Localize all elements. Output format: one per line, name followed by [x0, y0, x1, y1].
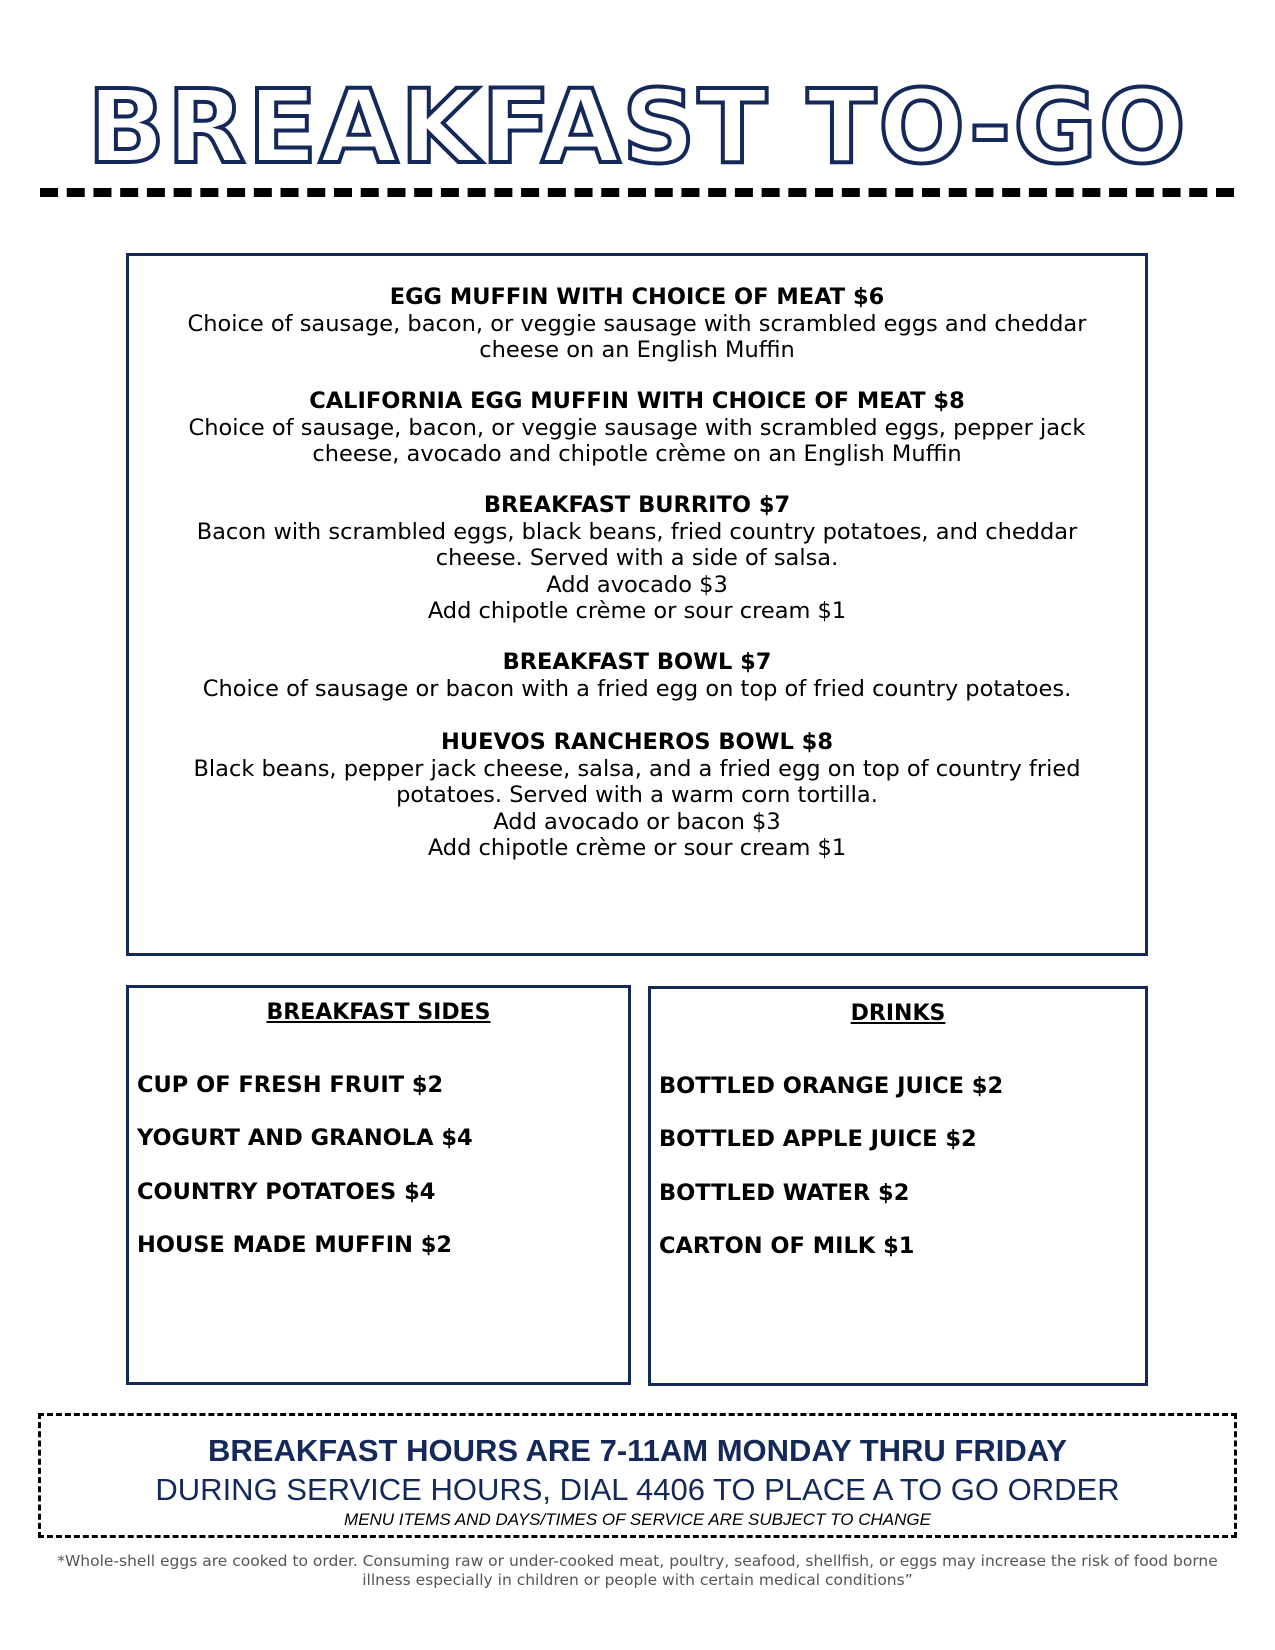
title-divider [40, 188, 1234, 197]
list-item: CARTON OF MILK $1 [659, 1232, 915, 1259]
menu-item-description: Choice of sausage, bacon, or veggie sausage with scrambled eggs, pepper jack cheese, avocado and chipotle crème on an English Muffin [188, 414, 1086, 467]
menu-item-description: Black beans, pepper jack cheese, salsa, and a fried egg on top of country fried potatoes. Served with a warm corn tortilla. [193, 755, 1081, 808]
menu-item [129, 649, 1145, 702]
list-item: COUNTRY POTATOES $4 [137, 1178, 436, 1205]
sides-list [137, 1072, 473, 1285]
food-safety-disclaimer: *Whole-shell eggs are cooked to order. Consuming raw or under-cooked meat, poultry, seafood, shellfish, or eggs may increase the risk of food borne illness especially in children or people with certain medical conditions” [57, 1552, 1218, 1589]
menu-item-description: Choice of sausage, bacon, or veggie sausage with scrambled eggs and cheddar cheese on an English Muffin [187, 310, 1087, 363]
main-menu-box [126, 253, 1148, 956]
menu-item [129, 284, 1145, 364]
list-item: BOTTLED APPLE JUICE $2 [659, 1126, 977, 1153]
menu-item-name: EGG MUFFIN WITH CHOICE OF MEAT $6 [389, 284, 885, 310]
list-item: HOUSE MADE MUFFIN $2 [137, 1231, 453, 1258]
drinks-list [659, 1073, 1003, 1286]
drinks-box [648, 986, 1148, 1386]
menu-item [129, 729, 1145, 862]
menu-item-description: Choice of sausage or bacon with a fried egg on top of fried country potatoes. [202, 675, 1072, 702]
change-notice: MENU ITEMS AND DAYS/TIMES OF SERVICE ARE SUBJECT TO CHANGE [344, 1510, 931, 1529]
hours-heading: BREAKFAST HOURS ARE 7-11AM MONDAY THRU FRIDAY [208, 1433, 1067, 1468]
menu-item-name: CALIFORNIA EGG MUFFIN WITH CHOICE OF MEAT $8 [309, 388, 965, 414]
menu-item-add-on: Add chipotle crème or sour cream $1 [427, 598, 847, 624]
menu-item [129, 492, 1145, 625]
menu-item-description: Bacon with scrambled eggs, black beans, fried country potatoes, and cheddar cheese. Served with a side of salsa. [196, 518, 1078, 571]
list-item: CUP OF FRESH FRUIT $2 [137, 1072, 444, 1098]
hours-box [38, 1413, 1237, 1538]
menu-item-add-on: Add avocado or bacon $3 [493, 808, 781, 835]
menu-item-add-on: Add avocado $3 [546, 571, 728, 598]
list-item: YOGURT AND GRANOLA $4 [137, 1125, 473, 1152]
list-item: BOTTLED WATER $2 [659, 1179, 910, 1206]
menu-item-add-on: Add chipotle crème or sour cream $1 [427, 835, 847, 861]
menu-title: BREAKFAST TO-GO [87, 68, 1188, 187]
menu-item [129, 388, 1145, 468]
order-instructions: DURING SERVICE HOURS, DIAL 4406 TO PLACE A TO GO ORDER [155, 1472, 1120, 1507]
breakfast-sides-box [126, 985, 631, 1385]
menu-item-name: BREAKFAST BURRITO $7 [483, 492, 791, 518]
menu-item-name: HUEVOS RANCHEROS BOWL $8 [440, 729, 833, 755]
sides-heading: BREAKFAST SIDES [266, 1000, 491, 1025]
drinks-heading: DRINKS [850, 1001, 946, 1026]
list-item: BOTTLED ORANGE JUICE $2 [659, 1073, 1004, 1099]
menu-item-name: BREAKFAST BOWL $7 [502, 649, 772, 675]
